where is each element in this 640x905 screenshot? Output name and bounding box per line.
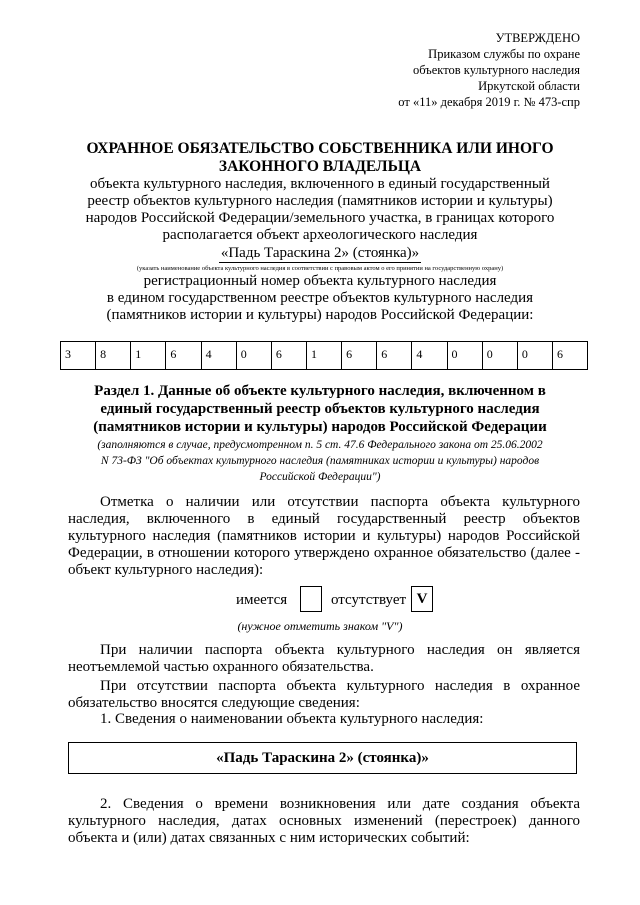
absent-checkbox[interactable]: V (411, 586, 433, 612)
registration-number-digit: 0 (518, 342, 553, 369)
section-title: (памятников истории и культуры) народов Российской Федерации (93, 419, 547, 435)
document-subtitle: располагается объект археологического наследия (162, 227, 478, 243)
approval-line: Иркутской области (478, 79, 580, 93)
passport-paragraph: Отметка о наличии или отсутствии паспорта объекта культурного наследия, включенного в единый государственный реестр объектов культурного наследия (памятников истории и культуры) народов Российской Федерации, в отношении которого утверждено охранное обязательство (далее - объект культурного наследия): (68, 494, 580, 578)
paragraph-passport-present: При наличии паспорта объекта культурного наследия он является неотъемлемой частью охранного обязательства. (68, 642, 580, 675)
registration-number-digit: 1 (307, 342, 342, 369)
object-name: «Падь Тараскина 2» (стоянка)» (220, 245, 420, 261)
item-1-heading: 1. Сведения о наименовании объекта культурного наследия: (100, 711, 484, 727)
registration-number-digit: 3 (61, 342, 96, 369)
registration-caption: (памятников истории и культуры) народов Российской Федерации: (106, 307, 534, 323)
approval-heading: УТВЕРЖДЕНО (495, 31, 580, 45)
registration-number-digit: 4 (202, 342, 237, 369)
mark-note: (нужное отметить знаком "V") (237, 619, 403, 633)
registration-number-grid (60, 341, 588, 370)
section-title: единый государственный реестр объектов культурного наследия (100, 401, 540, 417)
section-1-heading (60, 382, 580, 484)
document-title: ОХРАННОЕ ОБЯЗАТЕЛЬСТВО СОБСТВЕННИКА ИЛИ ИНОГО (86, 140, 554, 157)
approval-stamp (398, 30, 580, 110)
approval-date: от «11» декабря 2019 г. № 473-спр (398, 95, 580, 109)
registration-number-digit: 4 (412, 342, 447, 369)
registration-number-digit: 6 (342, 342, 377, 369)
document-subtitle: объекта культурного наследия, включенного в единый государственный (90, 176, 550, 192)
present-label: имеется (236, 592, 288, 608)
registration-number-digit: 6 (377, 342, 412, 369)
registration-number-digit: 6 (556, 347, 563, 361)
section-title: Раздел 1. Данные об объекте культурного наследия, включенном в (94, 383, 546, 399)
object-name-hint: (указать наименование объекта культурного наследия в соответствии с правовым актом о его принятии на государственную охрану) (136, 265, 504, 272)
section-note: N 73-ФЗ "Об объектах культурного наследия (памятниках истории и культуры) народов (100, 455, 540, 467)
registration-number-digit: 8 (96, 342, 131, 369)
approval-line: объектов культурного наследия (413, 63, 580, 77)
paragraph-passport-absent: При отсутствии паспорта объекта культурного наследия в охранное обязательство вносятся следующие сведения: (68, 678, 580, 711)
absent-label: отсутствует (331, 592, 407, 608)
registration-caption: регистрационный номер объекта культурного наследия (143, 273, 497, 289)
present-checkbox[interactable] (300, 586, 322, 612)
object-name-field: «Падь Тараскина 2» (стоянка)» (68, 742, 577, 774)
document-title: ЗАКОННОГО ВЛАДЕЛЬЦА (218, 158, 422, 175)
item-2-heading: 2. Сведения о времени возникновения или дате создания объекта культурного наследия, датах основных изменений (перестроек) данного объекта и (или) датах связанных с ним исторических событий: (68, 796, 580, 846)
section-note: Российской Федерации") (259, 471, 381, 483)
section-note: (заполняются в случае, предусмотренном п. 5 ст. 47.6 Федерального закона от 25.06.2002 (97, 439, 543, 451)
registration-number-digit: 6 (166, 342, 201, 369)
document-title-block (60, 140, 580, 324)
registration-caption: в едином государственном реестре объектов культурного наследия (106, 290, 534, 306)
document-subtitle: народов Российской Федерации/земельного участка, в границах которого (85, 210, 555, 226)
registration-number-digit: 0 (448, 342, 483, 369)
approval-line: Приказом службы по охране (428, 47, 580, 61)
registration-number-digit: 1 (131, 342, 166, 369)
passport-mark-row (0, 586, 640, 614)
registration-number-digit: 0 (237, 342, 272, 369)
registration-number-digit: 6 (272, 342, 307, 369)
document-subtitle: реестр объектов культурного наследия (памятников истории и культуры) (87, 193, 553, 209)
registration-number-digit: 0 (483, 342, 518, 369)
